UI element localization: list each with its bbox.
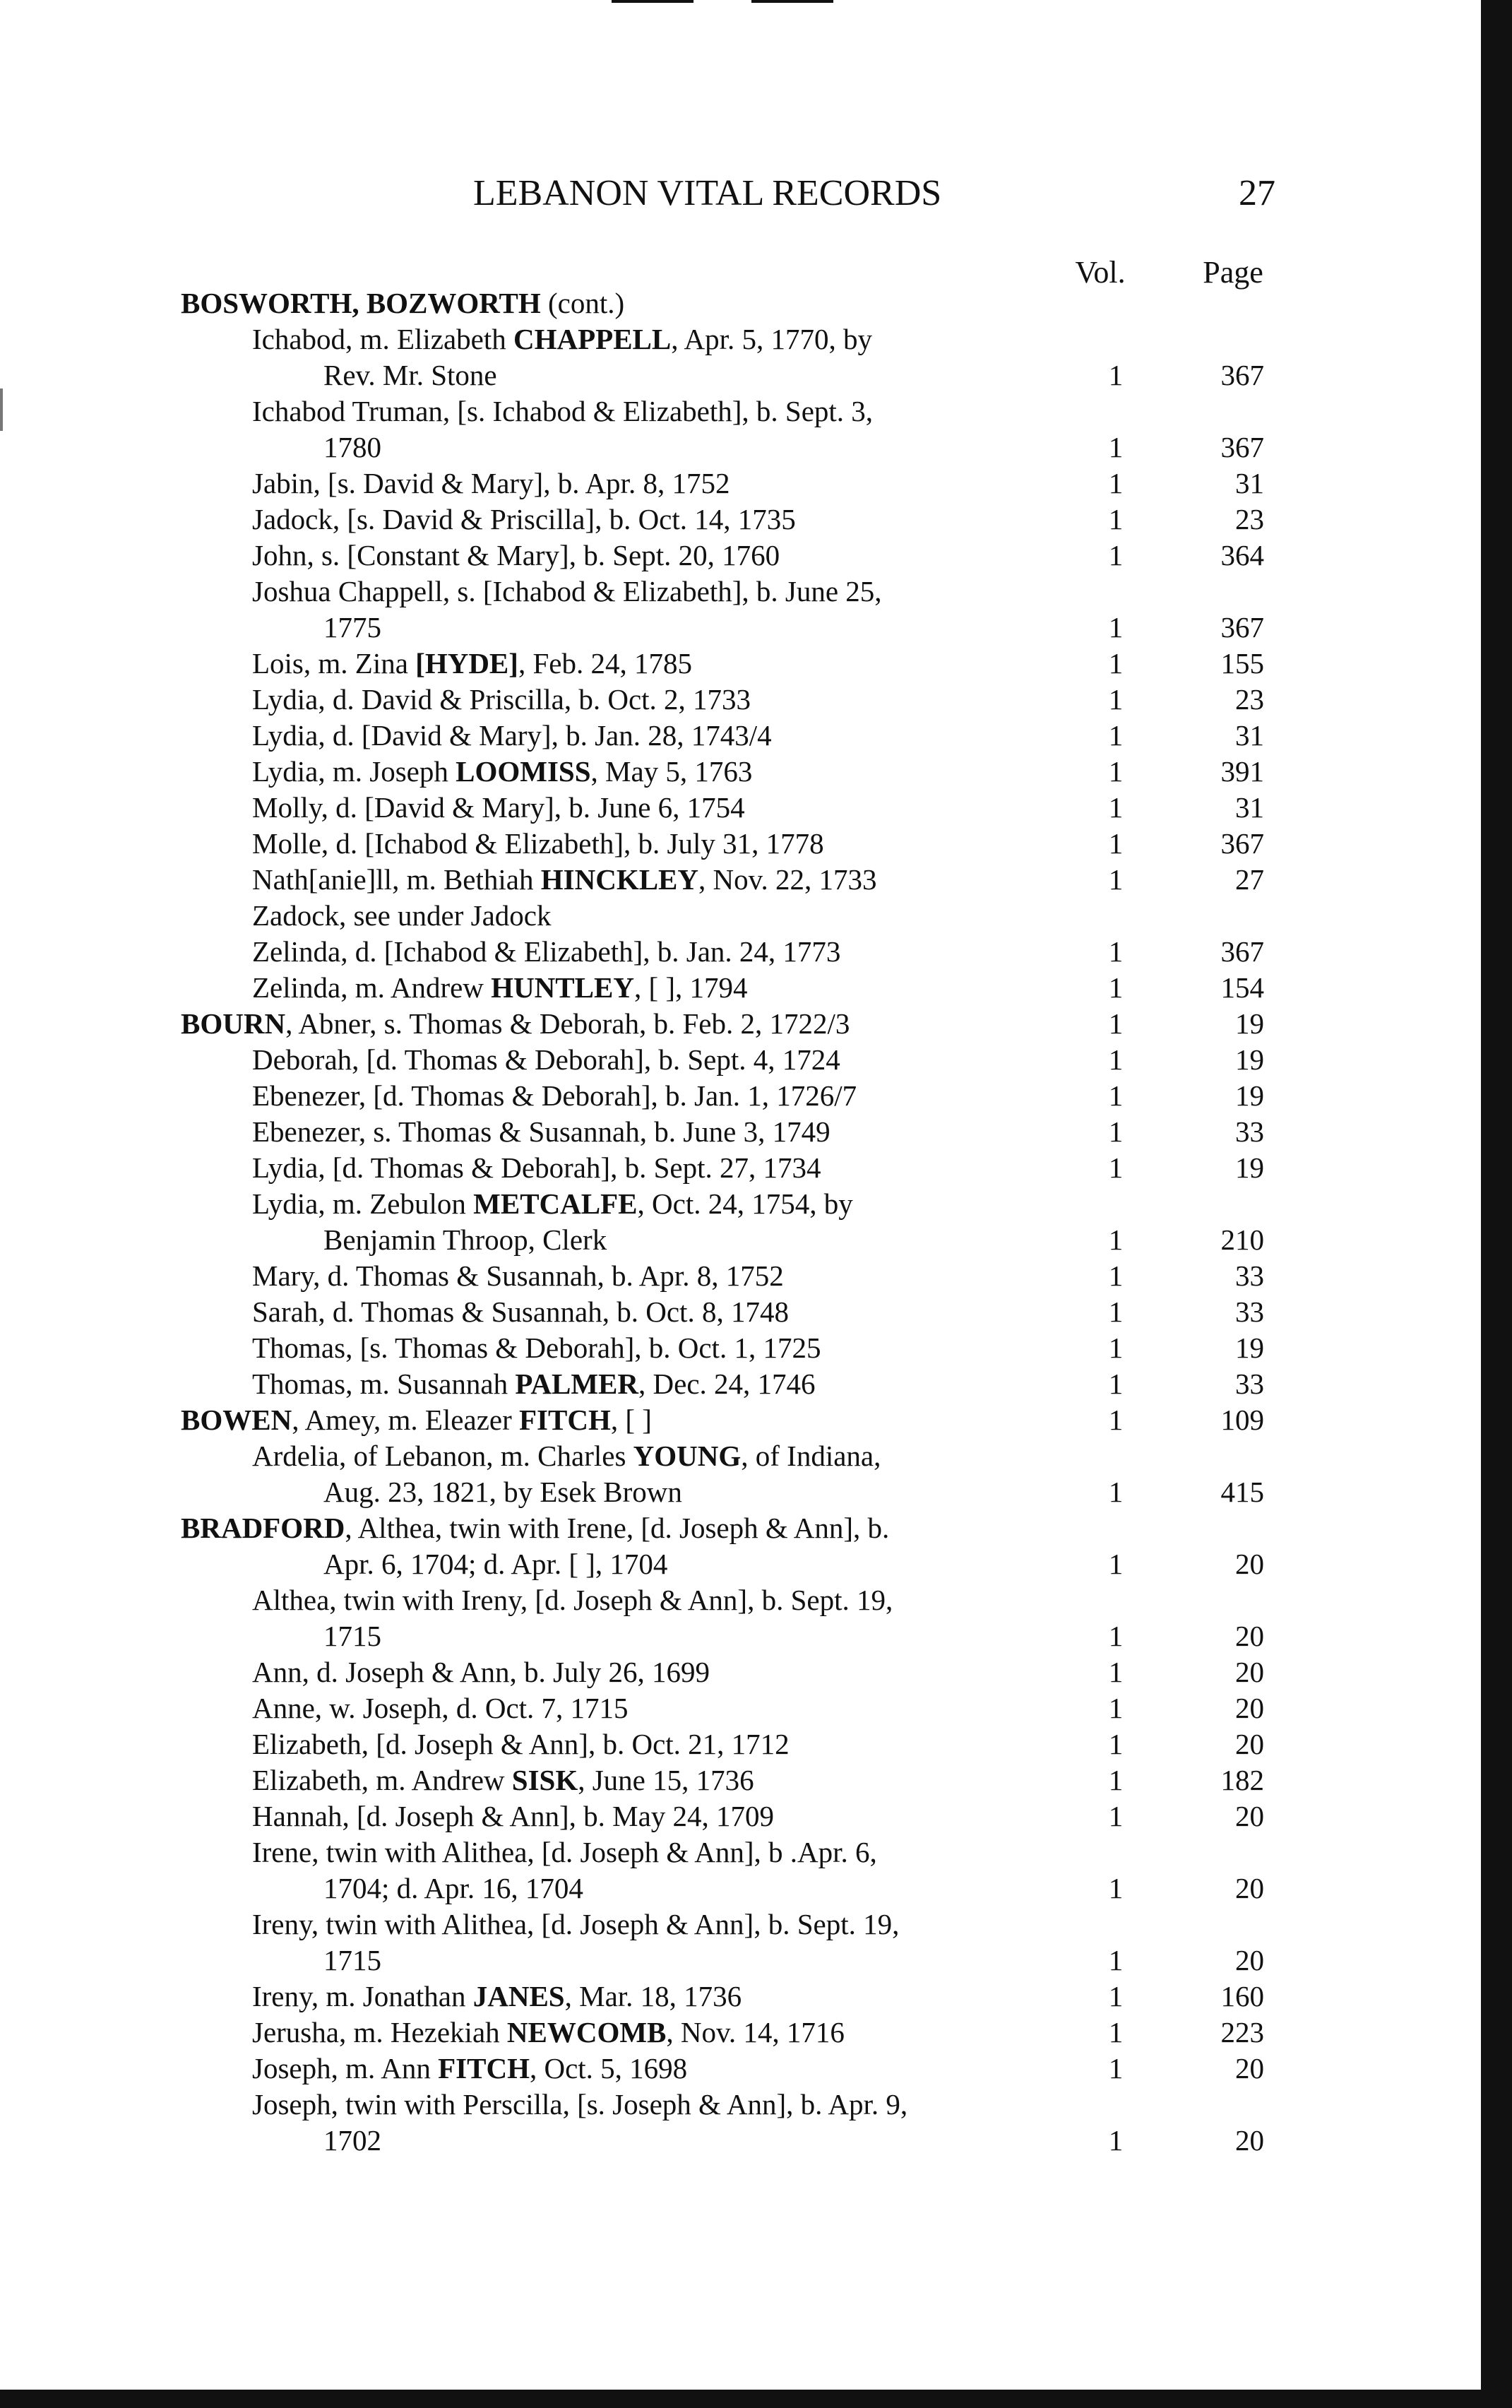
surname: JANES [472, 1980, 565, 2012]
record-text [323, 2123, 381, 2159]
record-text-segment: , of Indiana, [741, 1440, 881, 1472]
page-reference: 367 [1220, 827, 1264, 860]
record-line [0, 393, 1481, 429]
record-line [0, 1762, 1481, 1798]
page-reference: 19 [1235, 1043, 1264, 1076]
record-line [0, 1006, 1481, 1042]
scan-border-bottom [0, 2390, 1512, 2408]
volume-number: 1 [1108, 539, 1124, 571]
record-line [0, 1510, 1481, 1546]
record-text [252, 1294, 789, 1330]
volume-number: 1 [1108, 1404, 1124, 1436]
record-line [0, 1438, 1481, 1474]
record-text [252, 465, 730, 502]
record-text-segment: , Apr. 5, 1770, by [671, 323, 873, 355]
volume-number: 1 [1108, 1115, 1124, 1148]
volume-number: 1 [1108, 1728, 1124, 1760]
record-text-segment: , Amey, m. Eleazer [292, 1404, 519, 1436]
volume-number: 1 [1108, 827, 1124, 860]
page-reference: 20 [1235, 1656, 1264, 1688]
record-line [0, 465, 1481, 502]
page-reference: 20 [1235, 2052, 1264, 2084]
page-reference: 19 [1235, 1079, 1264, 1112]
page-reference: 19 [1235, 1331, 1264, 1364]
record-text [252, 1078, 857, 1114]
record-text-segment: Lydia, d. [David & Mary], b. Jan. 28, 1743/4 [252, 719, 772, 752]
record-text [252, 1186, 853, 1222]
record-line [0, 1726, 1481, 1762]
record-line [0, 862, 1481, 898]
record-text-segment: , Feb. 24, 1785 [518, 647, 692, 680]
volume-number: 1 [1108, 1980, 1124, 2012]
record-text-segment: Althea, twin with Ireny, [d. Joseph & Ann], b. Sept. 19, [252, 1584, 893, 1616]
volume-number: 1 [1108, 683, 1124, 716]
volume-number: 1 [1108, 719, 1124, 752]
record-line [0, 1690, 1481, 1726]
record-text [252, 1654, 710, 1690]
record-text-segment: Ardelia, of Lebanon, m. Charles [252, 1440, 633, 1472]
volume-number: 1 [1108, 1872, 1124, 1904]
record-text [181, 1006, 850, 1042]
record-text-segment: John, s. [Constant & Mary], b. Sept. 20, 1760 [252, 539, 780, 571]
record-text-segment: Lois, m. Zina [252, 647, 416, 680]
record-line [0, 1294, 1481, 1330]
surname: LOOMISS [456, 755, 591, 788]
record-line [0, 2087, 1481, 2123]
record-text-segment: , Nov. 14, 1716 [666, 2016, 845, 2048]
page-reference: 154 [1220, 971, 1264, 1004]
page-reference: 20 [1235, 1800, 1264, 1832]
record-text [252, 574, 882, 610]
record-text-segment: Lydia, d. David & Priscilla, b. Oct. 2, 1733 [252, 683, 751, 716]
surname: NEWCOMB [506, 2016, 667, 2048]
record-text [252, 502, 796, 538]
record-text [181, 1402, 652, 1438]
record-text [252, 646, 692, 682]
record-text [252, 970, 748, 1006]
record-text-segment: Lydia, m. Zebulon [252, 1187, 474, 1220]
record-text [323, 1474, 682, 1510]
page-reference: 210 [1220, 1223, 1264, 1256]
record-text [252, 2015, 845, 2051]
volume-number: 1 [1108, 1692, 1124, 1724]
volume-number: 1 [1108, 1476, 1124, 1508]
record-text-segment: Lydia, [d. Thomas & Deborah], b. Sept. 27, 1734 [252, 1151, 821, 1184]
record-text-segment: Molly, d. [David & Mary], b. June 6, 1754 [252, 791, 745, 824]
record-text-segment: , [ ] [610, 1404, 652, 1436]
volume-number: 1 [1108, 359, 1124, 391]
record-line [0, 1618, 1481, 1654]
record-text-segment: Zelinda, d. [Ichabod & Elizabeth], b. Jan. 24, 1773 [252, 935, 841, 968]
surname: METCALFE [473, 1187, 638, 1220]
surname: BOURN [181, 1007, 286, 1040]
record-text [252, 934, 840, 970]
record-text-segment: Deborah, [d. Thomas & Deborah], b. Sept. 4, 1724 [252, 1043, 840, 1076]
surname: FITCH [438, 2052, 530, 2084]
page-reference: 367 [1220, 935, 1264, 968]
record-line [0, 790, 1481, 826]
record-text [252, 393, 873, 429]
record-text [252, 826, 824, 862]
volume-number: 1 [1108, 791, 1124, 824]
volume-number: 1 [1108, 1007, 1124, 1040]
record-text-segment: 1702 [323, 2124, 381, 2157]
page-reference: 20 [1235, 1728, 1264, 1760]
record-line [0, 1546, 1481, 1582]
volume-number: 1 [1108, 1295, 1124, 1328]
page-reference: 33 [1235, 1295, 1264, 1328]
page-reference: 23 [1235, 683, 1264, 716]
page-reference: 19 [1235, 1151, 1264, 1184]
record-text [252, 790, 745, 826]
record-line [0, 754, 1481, 790]
record-text [252, 862, 876, 898]
scan-mark [612, 0, 694, 3]
record-text [252, 1150, 821, 1186]
page-reference: 182 [1220, 1764, 1264, 1796]
surname: CHAPPELL [513, 323, 672, 355]
record-text-segment: Hannah, [d. Joseph & Ann], b. May 24, 1709 [252, 1800, 775, 1832]
record-text [252, 1762, 754, 1798]
page-reference: 23 [1235, 503, 1264, 535]
record-text [252, 1438, 881, 1474]
record-text-segment: Jabin, [s. David & Mary], b. Apr. 8, 1752 [252, 467, 730, 499]
record-text [252, 2051, 687, 2087]
record-text-segment: , Oct. 5, 1698 [529, 2052, 688, 2084]
record-text [323, 1870, 583, 1906]
page-reference: 367 [1220, 431, 1264, 463]
surname: HINCKLEY [540, 863, 699, 896]
page-reference: 33 [1235, 1368, 1264, 1400]
record-text [323, 429, 381, 465]
record-line [0, 1258, 1481, 1294]
record-line [0, 1330, 1481, 1366]
volume-number: 1 [1108, 2124, 1124, 2157]
surname: BRADFORD [181, 1512, 345, 1544]
column-header-page: Page [1203, 255, 1263, 290]
record-text-segment: Thomas, [s. Thomas & Deborah], b. Oct. 1, 1725 [252, 1331, 821, 1364]
page-reference: 20 [1235, 2124, 1264, 2157]
page-reference: 367 [1220, 611, 1264, 643]
record-text [252, 1330, 821, 1366]
record-text-segment: , Althea, twin with Irene, [d. Joseph & Ann], b. [345, 1512, 890, 1544]
record-text-segment: Aug. 23, 1821, by Esek Brown [323, 1476, 682, 1508]
volume-number: 1 [1108, 1331, 1124, 1364]
record-line [0, 646, 1481, 682]
record-text-segment: 1775 [323, 611, 381, 643]
record-text-segment: Joshua Chappell, s. [Ichabod & Elizabeth], b. June 25, [252, 575, 882, 607]
page-reference: 33 [1235, 1259, 1264, 1292]
record-text [252, 321, 872, 357]
record-line [0, 970, 1481, 1006]
record-text-segment: , June 15, 1736 [578, 1764, 754, 1796]
record-line [0, 898, 1481, 934]
surname: [HYDE] [415, 647, 518, 680]
volume-number: 1 [1108, 1764, 1124, 1796]
record-line [0, 1186, 1481, 1222]
volume-number: 1 [1108, 863, 1124, 896]
record-line [0, 934, 1481, 970]
record-line [0, 1870, 1481, 1906]
record-text [252, 1979, 742, 2015]
record-text-segment: 1715 [323, 1620, 381, 1652]
record-text-segment: Jadock, [s. David & Priscilla], b. Oct. 14, 1735 [252, 503, 796, 535]
record-line [0, 538, 1481, 574]
record-line [0, 285, 1481, 321]
record-line [0, 429, 1481, 465]
surname: FITCH [519, 1404, 611, 1436]
record-text [252, 1834, 877, 1870]
record-text-segment: Joseph, m. Ann [252, 2052, 439, 2084]
record-text-segment: Molle, d. [Ichabod & Elizabeth], b. July 31, 1778 [252, 827, 824, 860]
record-line [0, 1654, 1481, 1690]
surname: SISK [511, 1764, 578, 1796]
record-text-segment: , Dec. 24, 1746 [638, 1368, 816, 1400]
record-line [0, 682, 1481, 718]
record-text [252, 682, 751, 718]
record-text [252, 718, 772, 754]
record-text-segment: Mary, d. Thomas & Susannah, b. Apr. 8, 1752 [252, 1259, 784, 1292]
volume-number: 1 [1108, 467, 1124, 499]
record-text [252, 1906, 899, 1943]
volume-number: 1 [1108, 755, 1124, 788]
surname: PALMER [515, 1368, 639, 1400]
page-reference: 415 [1220, 1476, 1264, 1508]
volume-number: 1 [1108, 647, 1124, 680]
record-line [0, 1906, 1481, 1943]
page-title: LEBANON VITAL RECORDS [473, 173, 942, 213]
page-reference: 364 [1220, 539, 1264, 571]
surname: BOWEN [181, 1404, 292, 1436]
record-text-segment: Elizabeth, [d. Joseph & Ann], b. Oct. 21, 1712 [252, 1728, 790, 1760]
record-line [0, 357, 1481, 393]
volume-number: 1 [1108, 2016, 1124, 2048]
volume-number: 1 [1108, 1368, 1124, 1400]
record-text [323, 1546, 667, 1582]
volume-number: 1 [1108, 1151, 1124, 1184]
record-text [252, 2087, 907, 2123]
record-text [252, 1114, 831, 1150]
record-text-segment: , Oct. 24, 1754, by [637, 1187, 853, 1220]
surname: HUNTLEY [491, 971, 634, 1004]
surname: BOSWORTH, BOZWORTH [181, 287, 541, 319]
record-text-segment: Ebenezer, s. Thomas & Susannah, b. June 3, 1749 [252, 1115, 831, 1148]
page-reference: 31 [1235, 791, 1264, 824]
record-line [0, 1474, 1481, 1510]
record-text-segment: 1780 [323, 431, 381, 463]
record-text-segment: Rev. Mr. Stone [323, 359, 497, 391]
page-reference: 109 [1220, 1404, 1264, 1436]
volume-number: 1 [1108, 1223, 1124, 1256]
volume-number: 1 [1108, 1259, 1124, 1292]
record-text [252, 754, 752, 790]
record-line [0, 1222, 1481, 1258]
record-line [0, 2123, 1481, 2159]
column-header-vol: Vol. [1075, 255, 1126, 290]
record-text-segment: , [ ], 1794 [633, 971, 748, 1004]
record-text-segment: Ichabod Truman, [s. Ichabod & Elizabeth], b. Sept. 3, [252, 395, 874, 427]
record-text-segment: Sarah, d. Thomas & Susannah, b. Oct. 8, 1748 [252, 1295, 789, 1328]
record-text [252, 1690, 629, 1726]
record-line [0, 1582, 1481, 1618]
record-text-segment: 1715 [323, 1944, 381, 1976]
record-text-segment: (cont.) [540, 287, 625, 319]
record-line [0, 610, 1481, 646]
record-line [0, 1150, 1481, 1186]
record-text [323, 1943, 381, 1979]
surname: YOUNG [633, 1440, 742, 1472]
volume-number: 1 [1108, 2052, 1124, 2084]
record-text-segment: Ebenezer, [d. Thomas & Deborah], b. Jan. 1, 1726/7 [252, 1079, 857, 1112]
record-text-segment: Apr. 6, 1704; d. Apr. [ ], 1704 [323, 1548, 668, 1580]
record-text-segment: , May 5, 1763 [590, 755, 753, 788]
page-reference: 19 [1235, 1007, 1264, 1040]
volume-number: 1 [1108, 1656, 1124, 1688]
volume-number: 1 [1108, 971, 1124, 1004]
page-reference: 20 [1235, 1692, 1264, 1724]
record-line [0, 1979, 1481, 2015]
record-text [252, 1366, 816, 1402]
record-text [252, 1258, 784, 1294]
record-text-segment: , Nov. 22, 1733 [698, 863, 877, 896]
page-reference: 223 [1220, 2016, 1264, 2048]
record-text [181, 1510, 889, 1546]
volume-number: 1 [1108, 611, 1124, 643]
page-reference: 20 [1235, 1872, 1264, 1904]
record-text [252, 1726, 790, 1762]
page-reference: 391 [1220, 755, 1264, 788]
record-text [252, 898, 552, 934]
record-text-segment: 1704; d. Apr. 16, 1704 [323, 1872, 583, 1904]
scan-border-right [1481, 0, 1512, 2408]
record-line [0, 574, 1481, 610]
record-text-segment: Nath[anie]ll, m. Bethiah [252, 863, 541, 896]
record-text [252, 1042, 840, 1078]
record-text-segment: Ichabod, m. Elizabeth [252, 323, 514, 355]
record-text-segment: Benjamin Throop, Clerk [323, 1223, 607, 1256]
volume-number: 1 [1108, 1548, 1124, 1580]
record-text [323, 1618, 381, 1654]
record-text [323, 610, 381, 646]
volume-number: 1 [1108, 503, 1124, 535]
record-text-segment: Joseph, twin with Perscilla, [s. Joseph & Ann], b. Apr. 9, [252, 2088, 908, 2121]
record-text-segment: Zadock, see under Jadock [252, 899, 552, 932]
page-reference: 367 [1220, 359, 1264, 391]
record-text [323, 1222, 607, 1258]
volume-number: 1 [1108, 1800, 1124, 1832]
record-line [0, 1114, 1481, 1150]
record-line [0, 826, 1481, 862]
record-text-segment: Zelinda, m. Andrew [252, 971, 492, 1004]
page-reference: 31 [1235, 719, 1264, 752]
record-text [181, 285, 624, 321]
volume-number: 1 [1108, 1620, 1124, 1652]
record-text-segment: Irene, twin with Alithea, [d. Joseph & Ann], b .Apr. 6, [252, 1836, 877, 1868]
record-line [0, 2015, 1481, 2051]
volume-number: 1 [1108, 935, 1124, 968]
record-text-segment: Anne, w. Joseph, d. Oct. 7, 1715 [252, 1692, 629, 1724]
record-text-segment: , Mar. 18, 1736 [564, 1980, 742, 2012]
record-text-segment: Ann, d. Joseph & Ann, b. July 26, 1699 [252, 1656, 710, 1688]
page-reference: 155 [1220, 647, 1264, 680]
record-text [252, 1798, 774, 1834]
record-text-segment: , Abner, s. Thomas & Deborah, b. Feb. 2, 1722/3 [285, 1007, 850, 1040]
record-line [0, 321, 1481, 357]
record-line [0, 1798, 1481, 1834]
record-line [0, 1834, 1481, 1870]
record-line [0, 502, 1481, 538]
page-reference: 160 [1220, 1980, 1264, 2012]
record-text-segment: Ireny, twin with Alithea, [d. Joseph & Ann], b. Sept. 19, [252, 1908, 900, 1940]
record-list [0, 285, 1481, 2159]
page-reference: 33 [1235, 1115, 1264, 1148]
volume-number: 1 [1108, 1944, 1124, 1976]
page-reference: 27 [1235, 863, 1264, 896]
page-number: 27 [1239, 173, 1275, 213]
record-line [0, 1078, 1481, 1114]
page-reference: 20 [1235, 1548, 1264, 1580]
record-line [0, 1402, 1481, 1438]
record-line [0, 718, 1481, 754]
record-text [323, 357, 497, 393]
volume-number: 1 [1108, 431, 1124, 463]
record-line [0, 1042, 1481, 1078]
record-text-segment: Elizabeth, m. Andrew [252, 1764, 512, 1796]
record-text-segment: Lydia, m. Joseph [252, 755, 456, 788]
volume-number: 1 [1108, 1079, 1124, 1112]
page-reference: 20 [1235, 1944, 1264, 1976]
record-line [0, 1943, 1481, 1979]
record-text [252, 1582, 893, 1618]
record-line [0, 1366, 1481, 1402]
record-text [252, 538, 780, 574]
page-reference: 20 [1235, 1620, 1264, 1652]
record-line [0, 2051, 1481, 2087]
volume-number: 1 [1108, 1043, 1124, 1076]
record-text-segment: Thomas, m. Susannah [252, 1368, 516, 1400]
scan-mark [751, 0, 833, 3]
record-text-segment: Jerusha, m. Hezekiah [252, 2016, 507, 2048]
record-text-segment: Ireny, m. Jonathan [252, 1980, 473, 2012]
page-reference: 31 [1235, 467, 1264, 499]
